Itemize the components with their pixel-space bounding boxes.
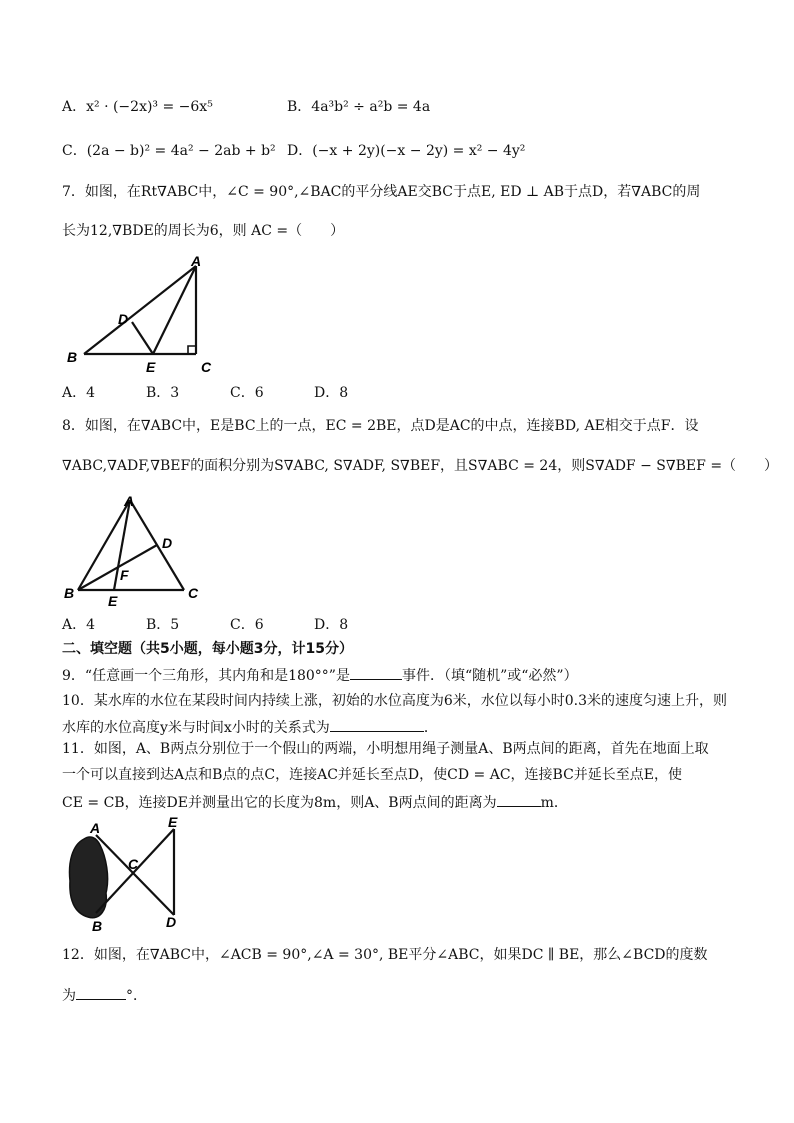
q11-label-d: D <box>166 914 177 930</box>
q10-answer-blank[interactable] <box>330 717 424 732</box>
q7-text-line2: 长为12,∇BDE的周长为6，则 AC =（ ） <box>62 223 345 239</box>
q7-option-a: A．4 <box>62 385 96 401</box>
q11-text-before: CE = CB，连接DE并测量出它的长度为8m，则A、B两点间的距离为 <box>62 795 497 811</box>
q8-option-b: B．5 <box>146 617 180 633</box>
q7-option-c: C．6 <box>230 385 264 401</box>
q7-option-b: B．3 <box>146 385 180 401</box>
q7-label-e: E <box>146 359 156 375</box>
q8-label-d: D <box>162 535 173 551</box>
q12-text-after: °． <box>126 988 147 1004</box>
q7-segment-ed <box>132 322 153 354</box>
q11-label-b: B <box>92 918 103 933</box>
q8-label-f: F <box>120 567 129 583</box>
q7-option-d: D．8 <box>314 385 349 401</box>
section-heading-fill-in: 二、填空题（共5小题，每小题3分，计15分） <box>62 641 353 657</box>
q11-label-e: E <box>168 815 178 830</box>
q8-text-line1: 8．如图，在∇ABC中，E是BC上的一点，EC = 2BE，点D是AC的中点，连接BD, AE相交于点F．设 <box>62 418 699 434</box>
q8-figure <box>60 494 210 610</box>
q11-text-after: m． <box>540 795 568 811</box>
q7-label-b: B <box>67 349 78 365</box>
q10-text-before: 水库的水位高度y米与时间x小时的关系式为 <box>62 720 330 736</box>
q9-text-before: 9．“任意画一个三角形，其内角和是180°°”是 <box>62 668 350 684</box>
q11-label-c: C <box>128 856 139 872</box>
q11-label-a: A <box>90 820 101 836</box>
q10-text-line1: 10．某水库的水位在某段时间内持续上涨，初始的水位高度为6米，水位以每小时0.3米的速度匀速上升，则 <box>62 693 727 709</box>
q8-label-b: B <box>64 585 75 601</box>
q7-label-c: C <box>201 359 212 375</box>
q7-segment-ab <box>84 266 196 354</box>
q6-option-b: B．4a³b² ÷ a²b = 4a <box>287 99 431 115</box>
q12-text-before: 为 <box>62 988 76 1004</box>
q9-text <box>62 665 578 685</box>
q9-answer-blank[interactable] <box>350 665 402 680</box>
q11-answer-blank[interactable] <box>497 792 541 807</box>
q8-label-e: E <box>108 593 118 609</box>
q10-text-after: ． <box>423 720 438 736</box>
q7-segment-ae <box>153 266 196 354</box>
q10-text-line2 <box>62 717 438 737</box>
q11-figure <box>60 815 190 933</box>
q8-option-a: A．4 <box>62 617 96 633</box>
q12-text-line1: 12．如图，在∇ABC中，∠ACB = 90°,∠A = 30°, BE平分∠ABC，如果DC ∥ BE，那么∠BCD的度数 <box>62 947 708 963</box>
q11-text-line3 <box>62 792 568 812</box>
q7-figure <box>60 252 230 378</box>
q7-text-line1: 7．如图，在Rt∇ABC中，∠C = 90°,∠BAC的平分线AE交BC于点E, ED ⊥ AB于点D，若∇ABC的周 <box>62 184 701 200</box>
q8-label-c: C <box>188 585 199 601</box>
q11-text-line1: 11．如图，A、B两点分别位于一个假山的两端，小明想用绳子测量A、B两点间的距离，首先在地面上取 <box>62 741 709 757</box>
q12-text-line2 <box>62 985 147 1005</box>
q8-option-d: D．8 <box>314 617 349 633</box>
q11-text-line2: 一个可以直接到达A点和B点的点C，连接AC并延长至点D，使CD = AC，连接BC并延长至点E，使 <box>62 767 683 783</box>
q7-label-a: A <box>191 253 202 269</box>
q8-label-a: A <box>124 494 135 509</box>
q12-answer-blank[interactable] <box>76 985 126 1000</box>
q8-option-c: C．6 <box>230 617 264 633</box>
q8-text-line2: ∇ABC,∇ADF,∇BEF的面积分别为S∇ABC, S∇ADF, S∇BEF，且S∇ABC = 24，则S∇ADF − S∇BEF =（ ） <box>62 458 779 474</box>
q6-option-d: D．(−x + 2y)(−x − 2y) = x² − 4y² <box>287 143 526 159</box>
q6-option-c: C．(2a − b)² = 4a² − 2ab + b² <box>62 143 276 159</box>
q7-label-d: D <box>118 311 129 327</box>
q6-option-a: A．x² · (−2x)³ = −6x⁵ <box>62 99 213 115</box>
q9-text-after: 事件．（填“随机”或“必然”） <box>401 668 578 684</box>
q7-right-angle-mark <box>188 346 196 354</box>
